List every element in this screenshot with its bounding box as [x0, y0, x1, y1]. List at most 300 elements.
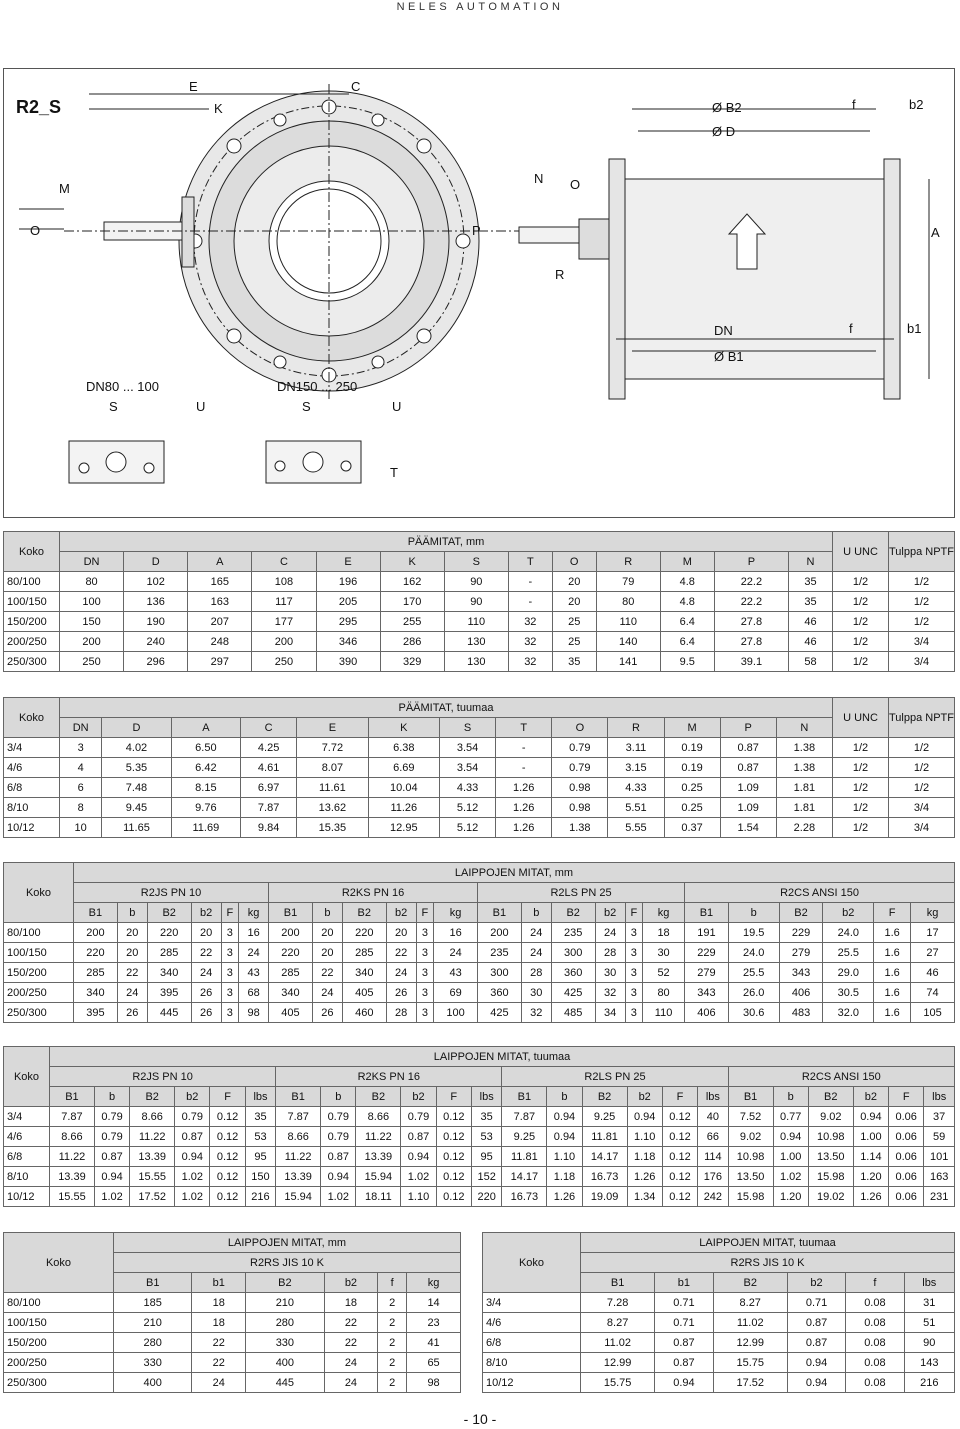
row-size-cell: 10/12	[483, 1373, 581, 1393]
table-cell: 1.26	[853, 1187, 888, 1207]
table-cell: 13.50	[808, 1147, 853, 1167]
table-cell: 35	[789, 572, 833, 592]
table-cell: 0.12	[662, 1167, 697, 1187]
table-cell: 24.0	[823, 923, 874, 943]
column-header: S	[444, 552, 508, 572]
table-cell: 10.98	[808, 1127, 853, 1147]
table-cell: 200	[477, 923, 521, 943]
column-header: b	[728, 903, 779, 923]
table-cell: 4.8	[660, 572, 714, 592]
table-cell: 51	[904, 1313, 954, 1333]
table-cell: 8.66	[50, 1127, 95, 1147]
table-cell: 3	[625, 963, 643, 983]
row-size-cell: 8/10	[4, 798, 60, 818]
table-cell: 162	[380, 572, 444, 592]
table-cell: 80	[596, 592, 660, 612]
table-cell: 11.22	[276, 1147, 321, 1167]
table-cell: 285	[269, 963, 313, 983]
table-cell: 445	[246, 1373, 324, 1393]
table-cell: 346	[316, 632, 380, 652]
table-cell: 26	[191, 1003, 221, 1023]
table-cell: 1.02	[321, 1187, 356, 1207]
table-cell: 1/2	[832, 778, 888, 798]
table-cell: 41	[407, 1333, 461, 1353]
table-cell: 13.39	[276, 1167, 321, 1187]
table-cell: 6.97	[241, 778, 297, 798]
table-cell: 19.02	[808, 1187, 853, 1207]
table-cell: 1/2	[832, 632, 888, 652]
table-cell: 295	[316, 612, 380, 632]
table-cell: 98	[407, 1373, 461, 1393]
column-header: B2	[356, 1087, 401, 1107]
table-cell: 1.09	[720, 798, 776, 818]
column-header: K	[368, 718, 439, 738]
column-header: B1	[685, 903, 729, 923]
table-cell: 39.1	[714, 652, 788, 672]
table-cell: 0.79	[94, 1127, 129, 1147]
table-cell: 18	[192, 1313, 246, 1333]
table-row	[483, 1313, 955, 1333]
table-cell: 20	[552, 592, 596, 612]
table-cell: 5.12	[440, 818, 496, 838]
table-cell: 74	[911, 983, 955, 1003]
column-header: B2	[130, 1087, 175, 1107]
table-cell: 110	[643, 1003, 685, 1023]
column-header: B2	[779, 903, 823, 923]
table-cell: 343	[779, 963, 823, 983]
table-cell: 0.87	[175, 1127, 210, 1147]
table-cell: 68	[239, 983, 269, 1003]
table-cell: 141	[596, 652, 660, 672]
table-row	[4, 1187, 955, 1207]
column-header: F	[436, 1087, 471, 1107]
table-cell: 18	[192, 1293, 246, 1313]
table-cell: 15.98	[808, 1167, 853, 1187]
column-header: b2	[401, 1087, 436, 1107]
dim-label-K: K	[214, 101, 223, 116]
table-cell: 22.2	[714, 572, 788, 592]
table-cell: 1/2	[832, 738, 888, 758]
detail-label-U-1: U	[196, 399, 206, 414]
column-header: M	[660, 552, 714, 572]
table-cell: 3.54	[440, 738, 496, 758]
table-cell: 0.87	[787, 1333, 845, 1353]
table-cell: 6.4	[660, 632, 714, 652]
row-size-cell: 80/100	[4, 572, 60, 592]
table-cell: 15.35	[297, 818, 368, 838]
table-cell: 23	[407, 1313, 461, 1333]
table-cell: 150	[60, 612, 124, 632]
table-cell: 0.12	[662, 1147, 697, 1167]
table-cell: 0.08	[846, 1293, 904, 1313]
table-cell: 150	[245, 1167, 275, 1187]
table-cell: 90	[444, 592, 508, 612]
table-cell: 8.27	[581, 1313, 655, 1333]
table-cell: 8.27	[713, 1293, 787, 1313]
table-cell: 1.26	[496, 818, 552, 838]
table-cell: 11.22	[356, 1127, 401, 1147]
table-cell: 11.61	[297, 778, 368, 798]
table-cell: 0.12	[210, 1107, 245, 1127]
table-cell: 9.76	[171, 798, 240, 818]
table-cell: 22	[386, 943, 416, 963]
table-cell: 248	[188, 632, 252, 652]
column-header: E	[297, 718, 368, 738]
table-cell: 0.08	[846, 1353, 904, 1373]
table-cell: 24	[521, 943, 551, 963]
table-cell: 0.94	[94, 1167, 129, 1187]
table-row	[4, 963, 955, 983]
table-cell: 26	[191, 983, 221, 1003]
table-cell: 3/4	[888, 652, 954, 672]
table-cell: 15.55	[50, 1187, 95, 1207]
table-cell: 0.79	[321, 1127, 356, 1147]
table-cell: 1.14	[853, 1147, 888, 1167]
table-cell: 7.52	[728, 1107, 773, 1127]
koko-header: Koko	[4, 1233, 114, 1293]
table-row	[4, 592, 955, 612]
column-header: A	[188, 552, 252, 572]
table-cell: 30	[643, 943, 685, 963]
table-cell: 2	[378, 1293, 407, 1313]
table-cell: 340	[269, 983, 313, 1003]
table-cell: 10.98	[728, 1147, 773, 1167]
table-cell: 330	[246, 1333, 324, 1353]
table-cell: 0.94	[627, 1107, 662, 1127]
table-cell: 3.54	[440, 758, 496, 778]
table-cell: 0.87	[94, 1147, 129, 1167]
table-row	[483, 1333, 955, 1353]
column-header: b2	[191, 903, 221, 923]
table-cell: 32	[508, 612, 552, 632]
table-cell: 425	[551, 983, 595, 1003]
table-cell: 35	[245, 1107, 275, 1127]
table-cell: 24	[521, 923, 551, 943]
table-cell: 285	[74, 963, 118, 983]
row-size-cell: 10/12	[4, 818, 60, 838]
table-cell: 0.87	[720, 758, 776, 778]
table-cell: 200	[60, 632, 124, 652]
column-header: b	[94, 1087, 129, 1107]
table-cell: 8.07	[297, 758, 368, 778]
table-cell: 0.94	[401, 1147, 436, 1167]
column-header: C	[241, 718, 297, 738]
table-cell: 1.6	[874, 983, 911, 1003]
table-cell: 210	[246, 1293, 324, 1313]
table-row	[4, 1313, 461, 1333]
table-cell: 5.35	[102, 758, 171, 778]
column-header: b	[312, 903, 342, 923]
table-cell: 95	[245, 1147, 275, 1167]
table-cell: 0.12	[662, 1187, 697, 1207]
table-cell: 0.08	[846, 1333, 904, 1353]
table-cell: 406	[685, 1003, 729, 1023]
table-cell: 22	[324, 1313, 378, 1333]
dim-label-B1: Ø B1	[714, 349, 744, 364]
table-cell: 13.50	[728, 1167, 773, 1187]
row-size-cell: 200/250	[4, 1353, 114, 1373]
table-cell: 0.12	[436, 1127, 471, 1147]
row-size-cell: 100/150	[4, 943, 74, 963]
column-header: B2	[713, 1273, 787, 1293]
table-cell: 20	[191, 923, 221, 943]
column-header: E	[316, 552, 380, 572]
table-cell: 1.6	[874, 923, 911, 943]
column-header: F	[221, 903, 239, 923]
table-cell: 0.98	[552, 798, 608, 818]
column-header: b2	[175, 1087, 210, 1107]
row-size-cell: 150/200	[4, 1333, 114, 1353]
table-cell: 0.12	[210, 1167, 245, 1187]
table-cell: 1.02	[401, 1167, 436, 1187]
drawing-model-label: R2_S	[16, 97, 62, 117]
row-size-cell: 150/200	[4, 612, 60, 632]
table-cell: 220	[147, 923, 191, 943]
column-header: B1	[581, 1273, 655, 1293]
table-cell: 3.11	[608, 738, 664, 758]
table-cell: 229	[685, 943, 729, 963]
table-cell: 15.94	[356, 1167, 401, 1187]
table-cell: 3	[221, 943, 239, 963]
table-cell: 2	[378, 1373, 407, 1393]
group-header: R2JS PN 10	[74, 883, 269, 903]
table-cell: 24	[192, 1373, 246, 1393]
table-cell: 1.6	[874, 943, 911, 963]
table-cell: 13.39	[130, 1147, 175, 1167]
table-cell: 0.06	[889, 1167, 924, 1187]
flange-dimensions-inch-table	[3, 1046, 955, 1207]
table-cell: 27	[911, 943, 955, 963]
table-cell: 163	[924, 1167, 955, 1187]
table-cell: 16	[239, 923, 269, 943]
table-cell: 0.12	[436, 1107, 471, 1127]
table-cell: 7.87	[276, 1107, 321, 1127]
table-cell: 0.12	[436, 1187, 471, 1207]
table-cell: 24	[386, 963, 416, 983]
table-cell: 0.94	[787, 1373, 845, 1393]
table-row	[4, 632, 955, 652]
table-cell: 6.50	[171, 738, 240, 758]
table-cell: 46	[789, 632, 833, 652]
group-header: R2CS ANSI 150	[728, 1067, 954, 1087]
row-size-cell: 6/8	[4, 1147, 50, 1167]
koko-header: Koko	[4, 698, 60, 738]
table-row	[4, 572, 955, 592]
table-cell: 0.08	[846, 1313, 904, 1333]
table-cell: 65	[407, 1353, 461, 1373]
table-cell: 297	[188, 652, 252, 672]
column-header: N	[776, 718, 832, 738]
table-cell: 32	[508, 632, 552, 652]
table-cell: 52	[643, 963, 685, 983]
table-cell: 0.12	[210, 1147, 245, 1167]
table-cell: 37	[924, 1107, 955, 1127]
table-cell: 7.87	[502, 1107, 547, 1127]
table-row	[4, 983, 955, 1003]
page-number: - 10 -	[463, 1411, 497, 1427]
table-cell: 7.87	[241, 798, 297, 818]
table-cell: 24	[324, 1373, 378, 1393]
table-cell: 220	[269, 943, 313, 963]
table-cell: 25	[552, 612, 596, 632]
table-cell: 279	[685, 963, 729, 983]
koko-header: Koko	[4, 1047, 50, 1107]
table-cell: 1.00	[773, 1147, 808, 1167]
table-cell: -	[508, 592, 552, 612]
column-header: F	[662, 1087, 697, 1107]
dim-label-B2: Ø B2	[712, 100, 742, 115]
table-row	[4, 778, 955, 798]
table-cell: 8.15	[171, 778, 240, 798]
table-cell: 1/2	[888, 612, 954, 632]
table-cell: 24	[324, 1353, 378, 1373]
dim-label-N: N	[534, 171, 544, 186]
table-cell: 26	[117, 1003, 147, 1023]
table-cell: 15.75	[713, 1353, 787, 1373]
table-cell: 1.10	[627, 1127, 662, 1147]
dim-label-O-side: O	[570, 177, 581, 192]
column-header: M	[664, 718, 720, 738]
table-cell: 7.72	[297, 738, 368, 758]
column-header: K	[380, 552, 444, 572]
table-cell: 329	[380, 652, 444, 672]
table-cell: 400	[114, 1373, 192, 1393]
table-cell: 1.02	[175, 1167, 210, 1187]
table-cell: 0.79	[321, 1107, 356, 1127]
column-header: B2	[147, 903, 191, 923]
column-header: F	[889, 1087, 924, 1107]
table-cell: 1.02	[94, 1187, 129, 1207]
table-cell: 29.0	[823, 963, 874, 983]
table-cell: 114	[698, 1147, 728, 1167]
table-row	[4, 758, 955, 778]
table-cell: 163	[188, 592, 252, 612]
column-header: lbs	[471, 1087, 501, 1107]
table-cell: 300	[551, 943, 595, 963]
table-row	[4, 1373, 461, 1393]
table-title: PÄÄMITAT, tuumaa	[60, 698, 833, 718]
table-cell: 0.06	[889, 1127, 924, 1147]
table-cell: 1/2	[888, 738, 954, 758]
table-cell: 18	[324, 1293, 378, 1313]
jis-flange-inch-table	[482, 1232, 955, 1393]
column-header: lbs	[904, 1273, 954, 1293]
table-cell: 191	[685, 923, 729, 943]
table-cell: 8.66	[276, 1127, 321, 1147]
table-cell: 0.79	[401, 1107, 436, 1127]
group-header: R2RS JIS 10 K	[114, 1253, 461, 1273]
column-header: F	[210, 1087, 245, 1107]
table-cell: 12.99	[713, 1333, 787, 1353]
table-cell: 11.26	[368, 798, 439, 818]
table-cell: 1.26	[627, 1167, 662, 1187]
table-cell: 66	[698, 1127, 728, 1147]
detail-label-dn150: DN150 ... 250	[277, 379, 358, 394]
row-size-cell: 200/250	[4, 983, 74, 1003]
table-cell: 210	[114, 1313, 192, 1333]
group-header: R2CS ANSI 150	[685, 883, 955, 903]
table-cell: 11.81	[582, 1127, 627, 1147]
table-cell: 24	[117, 983, 147, 1003]
table-cell: 8	[60, 798, 102, 818]
table-row	[4, 612, 955, 632]
dim-label-R: R	[555, 267, 565, 282]
dim-label-DN: DN	[714, 323, 733, 338]
table-cell: 0.79	[552, 738, 608, 758]
main-dimensions-mm-table	[3, 531, 955, 672]
table-cell: 13.62	[297, 798, 368, 818]
table-cell: 11.65	[102, 818, 171, 838]
table-cell: 4.25	[241, 738, 297, 758]
dim-label-P: P	[472, 223, 481, 238]
table-cell: 0.77	[773, 1107, 808, 1127]
table-cell: 12.95	[368, 818, 439, 838]
table-cell: 3	[416, 983, 434, 1003]
column-header: kg	[434, 903, 478, 923]
table-cell: 343	[685, 983, 729, 1003]
column-header: f	[846, 1273, 904, 1293]
table-cell: 0.79	[175, 1107, 210, 1127]
table-cell: 1.26	[496, 778, 552, 798]
table-cell: 340	[342, 963, 386, 983]
flange-dimensions-mm-table	[3, 862, 955, 1023]
column-header: D	[124, 552, 188, 572]
table-cell: 8.66	[130, 1107, 175, 1127]
valve-drawing	[3, 68, 955, 518]
table-cell: 90	[444, 572, 508, 592]
table-cell: 79	[596, 572, 660, 592]
table-cell: 9.02	[808, 1107, 853, 1127]
table-cell: 20	[312, 923, 342, 943]
row-size-cell: 6/8	[483, 1333, 581, 1353]
table-cell: 229	[779, 923, 823, 943]
table-cell: 3/4	[888, 798, 954, 818]
table-cell: 53	[245, 1127, 275, 1147]
table-cell: 20	[552, 572, 596, 592]
table-cell: 0.87	[655, 1353, 713, 1373]
table-cell: 1.10	[401, 1187, 436, 1207]
table-cell: 7.87	[50, 1107, 95, 1127]
table-cell: 18	[643, 923, 685, 943]
table-cell: 17.52	[130, 1187, 175, 1207]
table-cell: 1/2	[832, 592, 888, 612]
table-cell: 200	[269, 923, 313, 943]
table-cell: 0.71	[655, 1313, 713, 1333]
table-cell: 0.19	[664, 758, 720, 778]
column-header: B1	[477, 903, 521, 923]
table-cell: 6.69	[368, 758, 439, 778]
column-header: kg	[407, 1273, 461, 1293]
table-cell: 136	[124, 592, 188, 612]
table-cell: 1.02	[773, 1167, 808, 1187]
column-header: b	[321, 1087, 356, 1107]
table-cell: 1.54	[720, 818, 776, 838]
table-cell: 205	[316, 592, 380, 612]
column-header: R	[608, 718, 664, 738]
table-cell: 207	[188, 612, 252, 632]
column-header: A	[171, 718, 240, 738]
row-size-cell: 3/4	[483, 1293, 581, 1313]
table-cell: 34	[595, 1003, 625, 1023]
table-cell: 2	[378, 1333, 407, 1353]
column-header: b2	[324, 1273, 378, 1293]
column-header: B1	[74, 903, 118, 923]
column-header: b2	[386, 903, 416, 923]
dim-label-E: E	[189, 79, 198, 94]
table-cell: 4.33	[440, 778, 496, 798]
column-header: B1	[728, 1087, 773, 1107]
table-cell: 35	[552, 652, 596, 672]
